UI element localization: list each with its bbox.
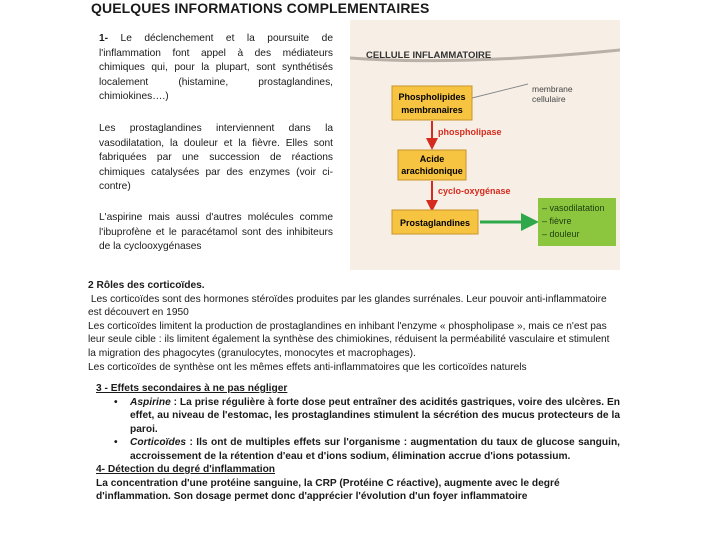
side-effect-text: : Ils ont de multiples effets sur l'organisme : augmentation du taux de glucose sanguin, accroissement de la rétention d'eau et d'ions sodium, élimination accrue d'ions potassium. (130, 437, 620, 462)
effect-1: – vasodilatation (542, 203, 605, 213)
effect-3: – douleur (542, 229, 580, 239)
page-title: QUELQUES INFORMATIONS COMPLEMENTAIRES (91, 0, 430, 16)
section2-line: Les corticoïdes limitent la production de prostaglandines en inhibant l'enzyme « phospholipase », mais ce n'est pas (88, 320, 607, 332)
box1-line2: membranaires (401, 105, 463, 115)
box1-line1: Phospholipides (398, 92, 466, 102)
side-effect-item (114, 396, 620, 437)
section2-line: la migration des phagocytes (granulocytes, monocytes et macrophages). (88, 347, 416, 359)
membrane-label1: membrane (532, 84, 573, 94)
diagram-svg (350, 20, 620, 270)
enzyme-cyclooxygenase: cyclo-oxygénase (438, 186, 511, 196)
side-effect-term: Aspirine (130, 396, 171, 408)
membrane-pointer (472, 84, 528, 98)
box2-line2: arachidonique (401, 166, 463, 176)
section3-heading: 3 - Effets secondaires à ne pas négliger (96, 383, 288, 394)
box2-line1: Acide (419, 154, 445, 164)
side-effect-item (114, 436, 620, 463)
section1-para1 (99, 32, 333, 105)
section1-para1-text: Le déclenchement et la poursuite de l'inflammation font appel à des médiateurs chimiques qui, pour la plupart, sont synthétisés localement (histamine, prostaglandines, chimiokines….) (99, 33, 333, 103)
section2-line: Les corticoïdes sont des hormones stéroïdes produites par les glandes surrénales. Leur pouvoir anti-inflammatoire (88, 293, 607, 305)
section3 (96, 382, 620, 464)
section2-line: Les corticoïdes de synthèse ont les mêmes effets anti-inflammatoires que les corticoïdes naturels (88, 361, 527, 373)
enzyme-phospholipase: phospholipase (438, 127, 502, 137)
section1-para3: L'aspirine mais aussi d'autres molécules comme l'ibuprofène et le paracétamol sont des inhibiteurs de la cyclooxygénases (99, 212, 333, 253)
section2-line: est découvert en 1950 (88, 307, 189, 319)
section1-para2: Les prostaglandines interviennent dans la vasodilatation, la douleur et la fièvre. Elles sont fabriquées par une succession de réactions chimiques catalysées par des enzymes (voir ci-contre) (99, 123, 333, 193)
side-effects-list (114, 396, 620, 464)
prostaglandin-diagram (350, 20, 620, 270)
side-effect-text: : La prise régulière à forte dose peut entraîner des acidités gastriques, voire des ulcères. En effet, au niveau de l'estomac, les prostaglandines stimulent la sécrétion des mucus protecteurs de la paroi. (130, 396, 620, 435)
section2 (88, 279, 620, 374)
section4-heading: 4- Détection du degré d'inflammation (96, 464, 276, 475)
section4-text: La concentration d'une protéine sanguine, la CRP (Protéine C réactive), augmente avec le degré d'inflammation. Son dosage permet donc d'apprécier l'évolution d'un foyer inflammatoire (96, 477, 560, 503)
section2-line: leur seule cible : ils limitent également la synthèse des chimiokines, réduisent la perméabilité vasculaire et stimulent (88, 334, 610, 346)
side-effect-term: Corticoïdes (130, 437, 187, 449)
section2-heading: 2 Rôles des corticoïdes. (88, 280, 205, 291)
section4 (96, 463, 620, 504)
box3-label: Prostaglandines (399, 218, 471, 228)
section1-heading-num: 1- (99, 33, 109, 44)
diagram-title: CELLULE INFLAMMATOIRE (366, 50, 492, 61)
effect-2: – fièvre (542, 216, 572, 226)
membrane-label2: cellulaire (532, 94, 566, 104)
